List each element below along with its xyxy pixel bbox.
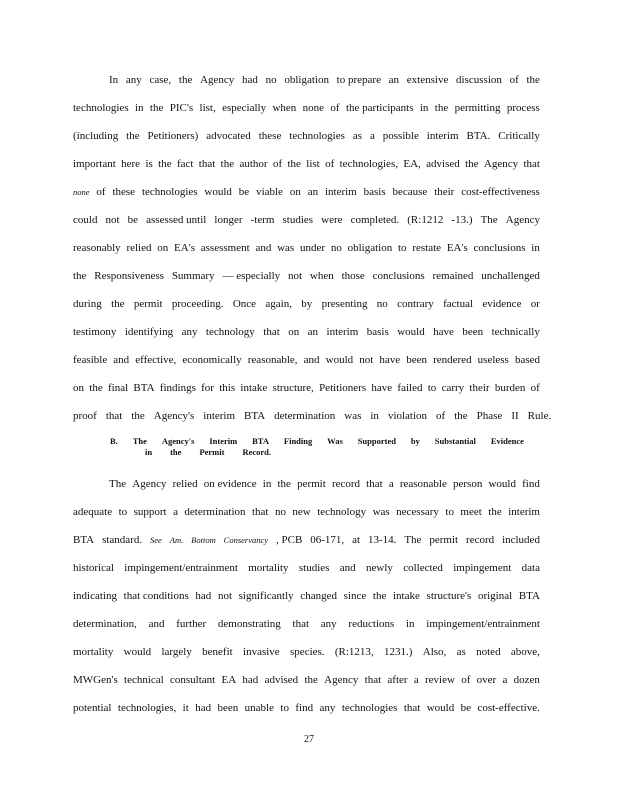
paragraph-line: during the permit proceeding. Once again, by presenting no contrary factual evidence or xyxy=(73,298,540,310)
page-number: 27 xyxy=(304,734,314,745)
paragraph-line: MWGen's technical consultant EA had advised the Agency that after a review of over a dozen xyxy=(73,674,540,686)
paragraph-line: reasonably relied on EA's assessment and was under no obligation to restate EA's conclusions in xyxy=(73,242,540,254)
paragraph-line: mortality would largely benefit invasive species. (R:1213, 1231.) Also, as noted above, xyxy=(73,646,540,658)
paragraph-line: on the final BTA findings for this intake structure, Petitioners have failed to carry their burden of xyxy=(73,382,540,394)
paragraph-line: The Agency relied on evidence in the permit record that a reasonable person would find xyxy=(109,478,540,490)
section-heading: B. The Agency's Interim BTA Finding Was Supported by Substantial Evidence in the Permit Record. xyxy=(110,436,524,457)
paragraph-line: feasible and effective, economically reasonable, and would not have been rendered useless based xyxy=(73,354,540,366)
paragraph-line: In any case, the Agency had no obligation to prepare an extensive discussion of the xyxy=(109,74,540,86)
heading-label: B. xyxy=(110,436,118,446)
paragraph-line: historical impingement/entrainment mortality studies and newly collected impingement data xyxy=(73,562,540,574)
paragraph-line: technologies in the PIC's list, especially when none of the participants in the permitting process xyxy=(73,102,540,114)
paragraph-line: adequate to support a determination that no new technology was necessary to meet the interim xyxy=(73,506,540,518)
paragraph-line: determination, and further demonstrating that any reductions in impingement/entrainment xyxy=(73,618,540,630)
paragraph-line: BTA standard. See Am. Bottom Conservancy , PCB 06-171, at 13-14. The permit record included xyxy=(73,534,540,546)
paragraph-line: none of these technologies would be viable on an interim basis because their cost-effectiveness xyxy=(73,186,540,198)
paragraph-line: indicating that conditions had not significantly changed since the intake structure's original BTA xyxy=(73,590,540,602)
paragraph-line: the Responsiveness Summary — especially not when those conclusions remained unchallenged xyxy=(73,270,540,282)
paragraph-line: (including the Petitioners) advocated these technologies as a possible interim BTA. Critically xyxy=(73,130,540,142)
paragraph-line: potential technologies, it had been unable to find any technologies that would be cost-effective. xyxy=(73,702,540,714)
paragraph-line: proof that the Agency's interim BTA determination was in violation of the Phase II Rule. xyxy=(73,410,552,422)
paragraph-line: testimony identifying any technology that on an interim basis would have been technically xyxy=(73,326,540,338)
paragraph-line: important here is the fact that the author of the list of technologies, EA, advised the Agency that xyxy=(73,158,540,170)
paragraph-line: could not be assessed until longer -term studies were completed. (R:1212 -13.) The Agency xyxy=(73,214,540,226)
